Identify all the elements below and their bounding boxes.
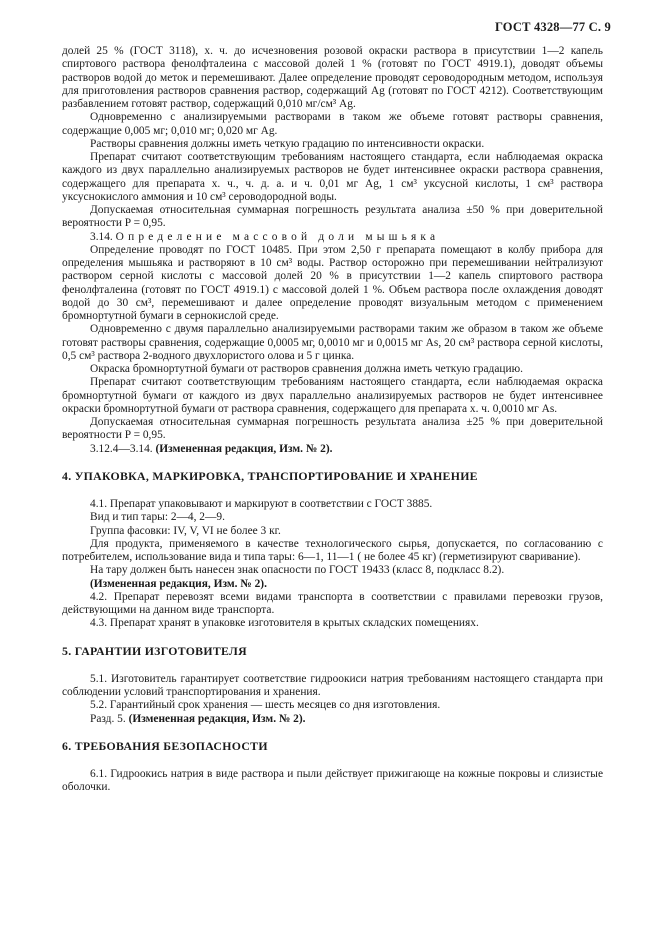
paragraph: Одновременно с двумя параллельно анализируемыми растворами таким же образом в таком же объеме готовят растворы сравнения, содержащие 0,0005 мг, 0,0010 мг и 0,0015 мг As, 20 см³ раствора серной кислоты, 0,5 см³ раствора 2-водного двухлористого олова и 5 г цинка. <box>62 323 603 362</box>
clause-range: 3.12.4—3.14. <box>90 442 153 455</box>
paragraph: Вид и тип тары: 2—4, 2—9. <box>90 511 225 524</box>
subsection-title: Определение массовой доли мышьяка <box>115 230 440 243</box>
paragraph: На тару должен быть нанесен знак опасности по ГОСТ 19433 (класс 8, подкласс 8.2). <box>90 564 505 577</box>
paragraph: 5.2. Гарантийный срок хранения — шесть месяцев со дня изготовления. <box>90 699 441 712</box>
paragraph: Допускаемая относительная суммарная погрешность результата анализа ±50 % при доверительной вероятности P = 0,95. <box>62 204 603 230</box>
paragraph: 6.1. Гидроокись натрия в виде раствора и пыли действует прижигающе на кожные покровы и слизистые оболочки. <box>62 768 603 794</box>
paragraph: Одновременно с анализируемыми растворами в таком же объеме готовят растворы сравнения, содержащие 0,005 мг; 0,010 мг; 0,020 мг Ag. <box>62 111 603 137</box>
paragraph: Окраска бромнортутной бумаги от растворов сравнения должна иметь четкую градацию. <box>90 363 523 375</box>
paragraph: долей 25 % (ГОСТ 3118), х. ч. до исчезновения розовой окраски раствора в присутствии 1—2 капель спиртового раствора фенолфталеина с массовой долей 1 % (готовят по ГОСТ 4919.1), доводят объемы растворов водой до меток и перемешивают. Далее определение проводят сероводородным методом, используя для приготовления растворов сравнения раствор, содержащий Ag (готовят по ГОСТ 4212). Соответствующим разбавлением готовят раствор, содержащий 0,010 мг/см³ Ag. <box>62 45 603 110</box>
revision-note <box>62 443 603 456</box>
section-heading-4: 4. УПАКОВКА, МАРКИРОВКА, ТРАНСПОРТИРОВАНИЕ И ХРАНЕНИЕ <box>62 468 478 483</box>
paragraph: Для продукта, применяемого в качестве технологического сырья, допускается, по согласованию с потребителем, использование вида и типа тары: 6—1, 11—1 ( не более 45 кг) (герметизируют сваривание). <box>62 537 603 563</box>
paragraph: 4.2. Препарат перевозят всеми видами транспорта в соответствии с правилами перевозки грузов, действующими на данном виде транспорта. <box>62 590 603 616</box>
paragraph: Препарат считают соответствующим требованиям настоящего стандарта, если наблюдаемая окраска бромнортутной бумаги от каждого из двух параллельно анализируемых растворов не будет интенсивнее окраски бромнортутной бумаги от раствора сравнения, содержащего для препарата х. ч. 0,0010 мг As. <box>62 376 603 415</box>
section-ref: Разд. 5. <box>90 712 126 725</box>
paragraph: Группа фасовки: IV, V, VI не более 3 кг. <box>90 524 281 537</box>
section-heading-6: 6. ТРЕБОВАНИЯ БЕЗОПАСНОСТИ <box>62 738 268 753</box>
paragraph: Препарат считают соответствующим требованиям настоящего стандарта, если наблюдаемая окраска каждого из двух параллельно анализируемых растворов не будет интенсивнее окраски раствора сравнения, содержащего для препарата х. ч., ч. д. а. и ч. 0,01 мг Ag, 1 см³ уксусной кислоты, 1 см³ раствора уксуснокислого аммония и 10 см³ сероводородной воды. <box>62 151 603 203</box>
revision-label: (Измененная редакция, Изм. № 2). <box>128 712 306 725</box>
revision-note <box>62 713 603 726</box>
paragraph: Растворы сравнения должны иметь четкую градацию по интенсивности окраски. <box>90 137 485 150</box>
document-body <box>62 45 603 795</box>
paragraph: 5.1. Изготовитель гарантирует соответствие гидроокиси натрия требованиям настоящего стандарта при соблюдении условий транспортирования и хранения. <box>62 672 603 698</box>
paragraph: Допускаемая относительная суммарная погрешность результата анализа ±25 % при доверительной вероятности P = 0,95. <box>62 416 603 442</box>
revision-label: (Измененная редакция, Изм. № 2). <box>90 577 267 590</box>
section-heading-5: 5. ГАРАНТИИ ИЗГОТОВИТЕЛЯ <box>62 643 247 658</box>
paragraph: Определение проводят по ГОСТ 10485. При этом 2,50 г препарата помещают в колбу прибора для определения мышьяка и растворяют в 10 см³ воды. Раствор осторожно при перемешивании нейтрализуют раствором серной кислоты с массовой долей 20 % в присутствии 1—2 капель спиртового раствора фенолфталеина (готовят по ГОСТ 4919.1) с массовой долей 1 %. Объем раствора после охлаждения доводят водой до 30 см³, перемешивают и далее определение проводят визуальным методом с применением бромнортутной бумаги в сернокислой среде. <box>62 243 603 322</box>
page-header: ГОСТ 4328—77 С. 9 <box>494 20 611 34</box>
paragraph: 4.1. Препарат упаковывают и маркируют в соответствии с ГОСТ 3885. <box>90 498 433 510</box>
clause-number: 3.14. <box>90 230 113 243</box>
revision-label: (Измененная редакция, Изм. № 2). <box>155 442 333 455</box>
paragraph: 4.3. Препарат хранят в упаковке изготовителя в крытых складских помещениях. <box>90 617 479 630</box>
subsection-heading <box>62 231 603 244</box>
